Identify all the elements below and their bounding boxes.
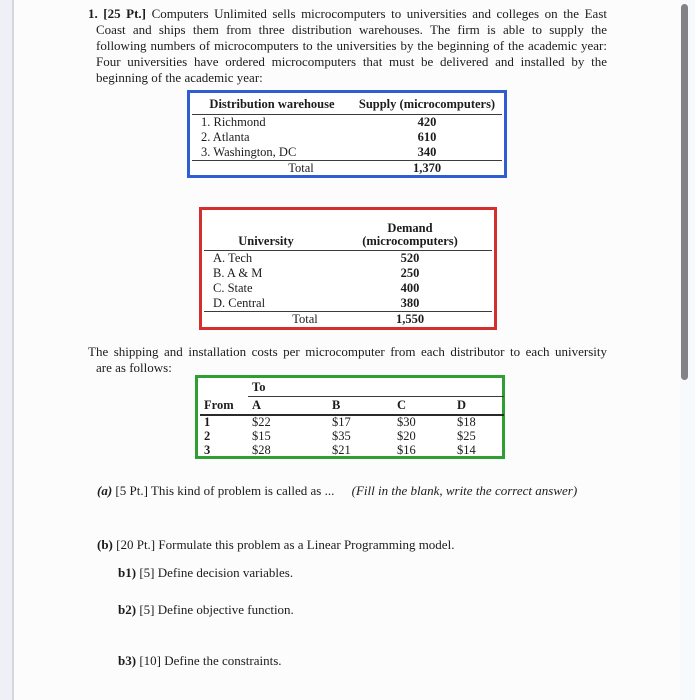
supply-table-grid	[192, 95, 502, 176]
table-row	[204, 281, 492, 296]
total-value: 1,550	[328, 312, 492, 329]
question-b-label: (b)	[97, 537, 113, 552]
from-warehouse: 1	[204, 415, 211, 430]
table-row	[204, 251, 492, 267]
cost-value: $35	[332, 429, 351, 444]
question-a-text: [5 Pt.] This kind of problem is called as ...	[115, 483, 335, 498]
from-label: From	[200, 397, 248, 416]
demand-header-line1: Demand	[387, 220, 433, 235]
paragraph-line: following numbers of microcomputers to the universities by the beginning of the academic year:	[96, 38, 607, 53]
supply-header-supply: Supply (microcomputers)	[352, 95, 502, 115]
university-name: B. A & M	[213, 265, 263, 280]
problem-number-points: 1. [25 Pt.]	[88, 6, 147, 21]
supply-total-row	[192, 161, 502, 177]
cost-value: $21	[332, 443, 351, 458]
supply-table	[187, 90, 507, 178]
cost-value: $15	[252, 429, 271, 444]
question-b3-label: b3)	[118, 653, 137, 668]
question-a-hint: (Fill in the blank, write the correct answer)	[351, 483, 578, 498]
scrollbar-thumb[interactable]	[681, 4, 688, 380]
problem-statement	[88, 6, 607, 86]
university-name: D. Central	[213, 295, 266, 310]
total-label: Total	[192, 161, 352, 177]
question-a	[97, 483, 577, 499]
warehouse-name: 3. Washington, DC	[201, 144, 297, 159]
warehouse-name: 1. Richmond	[201, 114, 266, 129]
supply-header-warehouse: Distribution warehouse	[192, 95, 352, 115]
cost-value: $25	[457, 429, 476, 444]
demand-header-line2: (microcomputers)	[362, 233, 458, 248]
viewer-left-edge	[0, 0, 14, 700]
question-b2-text: [5] Define objective function.	[139, 602, 294, 617]
question-b	[97, 537, 454, 553]
question-b2	[118, 602, 294, 618]
table-row	[204, 296, 492, 312]
from-warehouse: 2	[204, 429, 211, 444]
paragraph-line: are as follows:	[96, 360, 172, 375]
cost-value: $14	[457, 443, 476, 458]
cost-value: $28	[252, 443, 271, 458]
question-b1	[118, 565, 293, 581]
col-header-c: C	[393, 397, 453, 416]
supply-value: 420	[417, 114, 437, 129]
cost-value: $22	[252, 415, 271, 430]
question-a-label: (a)	[97, 483, 113, 498]
demand-header-row	[204, 212, 492, 251]
university-name: A. Tech	[213, 250, 253, 265]
demand-table	[199, 207, 497, 330]
table-row	[200, 415, 504, 430]
table-row	[192, 145, 502, 161]
supply-value: 340	[417, 144, 437, 159]
cost-value: $17	[332, 415, 351, 430]
question-b1-label: b1)	[118, 565, 137, 580]
col-header-b: B	[328, 397, 393, 416]
cost-table	[195, 375, 505, 459]
paragraph-line: The shipping and installation costs per microcomputer from each distributor to each university	[88, 344, 607, 359]
question-b3	[118, 653, 282, 669]
table-row	[200, 430, 504, 444]
table-row	[192, 115, 502, 131]
cost-to-row	[200, 380, 504, 397]
table-row	[204, 266, 492, 281]
cost-value: $30	[397, 415, 416, 430]
table-row	[192, 130, 502, 145]
total-value: 1,370	[352, 161, 502, 177]
shipping-note	[88, 344, 607, 376]
demand-value: 520	[400, 250, 420, 265]
cost-value: $20	[397, 429, 416, 444]
paragraph-line: beginning of the academic year:	[96, 70, 263, 85]
table-row	[200, 444, 504, 458]
paragraph-text: Computers Unlimited sells microcomputers to universities and colleges on the East	[151, 6, 608, 21]
from-warehouse: 3	[204, 443, 211, 458]
col-header-d: D	[453, 397, 504, 416]
supply-header-row	[192, 95, 502, 115]
cost-value: $18	[457, 415, 476, 430]
warehouse-name: 2. Atlanta	[201, 129, 250, 144]
cost-value: $16	[397, 443, 416, 458]
to-label: To	[248, 380, 504, 397]
cost-header-row	[200, 397, 504, 416]
demand-value: 400	[400, 280, 420, 295]
supply-value: 610	[417, 129, 437, 144]
question-b-text: [20 Pt.] Formulate this problem as a Linear Programming model.	[116, 537, 455, 552]
question-b3-text: [10] Define the constraints.	[139, 653, 282, 668]
demand-value: 250	[400, 265, 420, 280]
paragraph-line: Coast and ships them from three distribution warehouses. The firm is able to supply the	[96, 22, 607, 37]
scrollbar-track[interactable]	[680, 0, 695, 700]
total-label: Total	[204, 312, 328, 329]
question-b2-label: b2)	[118, 602, 137, 617]
question-b1-text: [5] Define decision variables.	[139, 565, 294, 580]
demand-header-demand	[328, 212, 492, 251]
demand-value: 380	[400, 295, 420, 310]
cost-table-grid	[200, 380, 504, 458]
empty-cell	[200, 380, 248, 397]
demand-header-university: University	[204, 212, 328, 251]
paragraph-line	[88, 6, 607, 22]
university-name: C. State	[213, 280, 253, 295]
demand-total-row	[204, 312, 492, 329]
col-header-a: A	[248, 397, 328, 416]
paragraph-line: Four universities have ordered microcomputers that must be delivered and installed by the	[96, 54, 607, 69]
demand-table-grid	[204, 212, 492, 328]
